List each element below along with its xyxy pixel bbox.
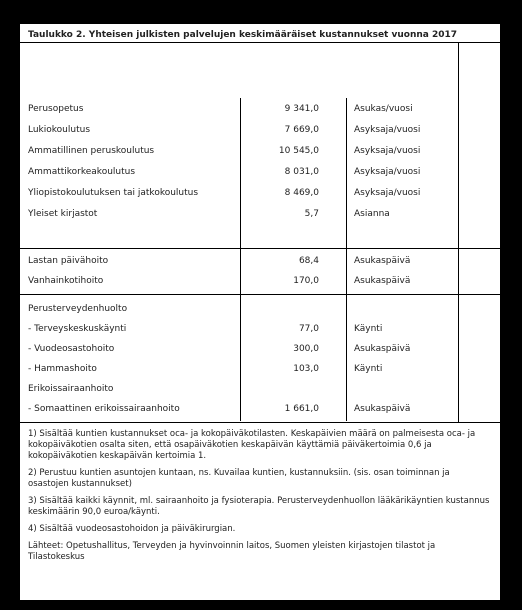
row-unit: Asyksaja/vuosi (354, 146, 421, 156)
table-title: Taulukko 2. Yhteisen julkisten palvelujen keskimääräiset kustannukset vuonna 2017 (28, 30, 458, 40)
row-unit: Asyksaja/vuosi (354, 125, 421, 135)
footnote-1: 1) Sisältää kuntien kustannukset oca- ja kokopäiväkotilasten. Keskapäivien määrä on palmeisesta oca- ja kokopäiväkotien osalta siten, että osapäiväkotien keskapäivän käyttämiä päiväkertoimia 0,6 ja kokopäiväkotien keskapäivän kertoimia 1. (28, 429, 476, 461)
row-unit: Asukaspäivä (354, 276, 411, 286)
row-label: Perusopetus (28, 104, 84, 114)
row-label: Ammatillinen peruskoulutus (28, 146, 155, 156)
table-row (20, 146, 500, 160)
row-value: 5,7 (304, 209, 319, 219)
table-row (20, 364, 500, 378)
row-label: - Terveyskeskuskäynti (28, 324, 127, 334)
row-label: Perusterveydenhuolto (28, 304, 128, 314)
table-row (20, 125, 500, 139)
row-unit: Asukaspäivä (354, 256, 411, 266)
row-label: Lastan päivähoito (28, 256, 109, 266)
row-value: 103,0 (293, 364, 319, 374)
table-row (20, 188, 500, 202)
table-row (20, 104, 500, 118)
footnote-2: 2) Perustuu kuntien asuntojen kuntaan, ns. Kuvailaa kuntien, kustannuksiin. (sis. osan toiminnan ja osastojen kustannukset) (28, 468, 450, 489)
row-label: - Somaattinen erikoissairaanhoito (28, 404, 180, 414)
row-label: Ammattikorkeakoulutus (28, 167, 136, 177)
row-unit: Asyksaja/vuosi (354, 188, 421, 198)
row-unit: Asukaspäivä (354, 344, 411, 354)
row-unit: Asianna (354, 209, 390, 219)
table-bottom-rule (20, 422, 500, 423)
row-label: Yliopistokoulutuksen tai jatkokoulutus (28, 188, 199, 198)
row-label: Lukiokoulutus (28, 125, 91, 135)
row-label: Vanhainkotihoito (28, 276, 104, 286)
group-divider-1 (20, 248, 500, 249)
row-value: 8 031,0 (284, 167, 319, 177)
row-value: 10 545,0 (278, 146, 319, 156)
row-value: 300,0 (293, 344, 319, 354)
row-unit: Käynti (354, 364, 383, 374)
table-row (20, 404, 500, 418)
row-unit: Asukaspäivä (354, 404, 411, 414)
row-value: 7 669,0 (284, 125, 319, 135)
row-label: - Hammashoito (28, 364, 97, 374)
row-unit: Asukas/vuosi (354, 104, 413, 114)
table-row (20, 344, 500, 358)
row-value: 170,0 (293, 276, 319, 286)
group-divider-2 (20, 294, 500, 295)
row-value: 9 341,0 (284, 104, 319, 114)
footnote-3: 3) Sisältää kaikki käynnit, ml. sairaanhoito ja fysioterapia. Perusterveydenhuollon lääkärikäyntien kustannus keskimäärin 90,0 euroa/käynti. (28, 496, 490, 517)
table-row (20, 276, 500, 290)
row-unit: Käynti (354, 324, 383, 334)
document-page (20, 24, 500, 600)
table-row (20, 324, 500, 338)
table-row (20, 209, 500, 223)
table-row (20, 256, 500, 270)
row-unit: Asyksaja/vuosi (354, 167, 421, 177)
row-label: Erikoissairaanhoito (28, 384, 114, 394)
row-value: 8 469,0 (284, 188, 319, 198)
row-label: Yleiset kirjastot (28, 209, 98, 219)
row-label: - Vuodeosastohoito (28, 344, 115, 354)
table-row (20, 384, 500, 398)
table-row (20, 167, 500, 181)
title-rule (20, 42, 500, 43)
row-value: 68,4 (298, 256, 319, 266)
sources-note: Lähteet: Opetushallitus, Terveyden ja hyvinvoinnin laitos, Suomen yleisten kirjastojen tilastot ja Tilastokeskus (28, 541, 436, 562)
footnotes (28, 429, 490, 569)
footnote-4: 4) Sisältää vuodeosastohoidon ja päiväkirurgian. (28, 524, 236, 534)
row-value: 1 661,0 (284, 404, 319, 414)
row-value: 77,0 (298, 324, 319, 334)
table-row (20, 304, 500, 318)
